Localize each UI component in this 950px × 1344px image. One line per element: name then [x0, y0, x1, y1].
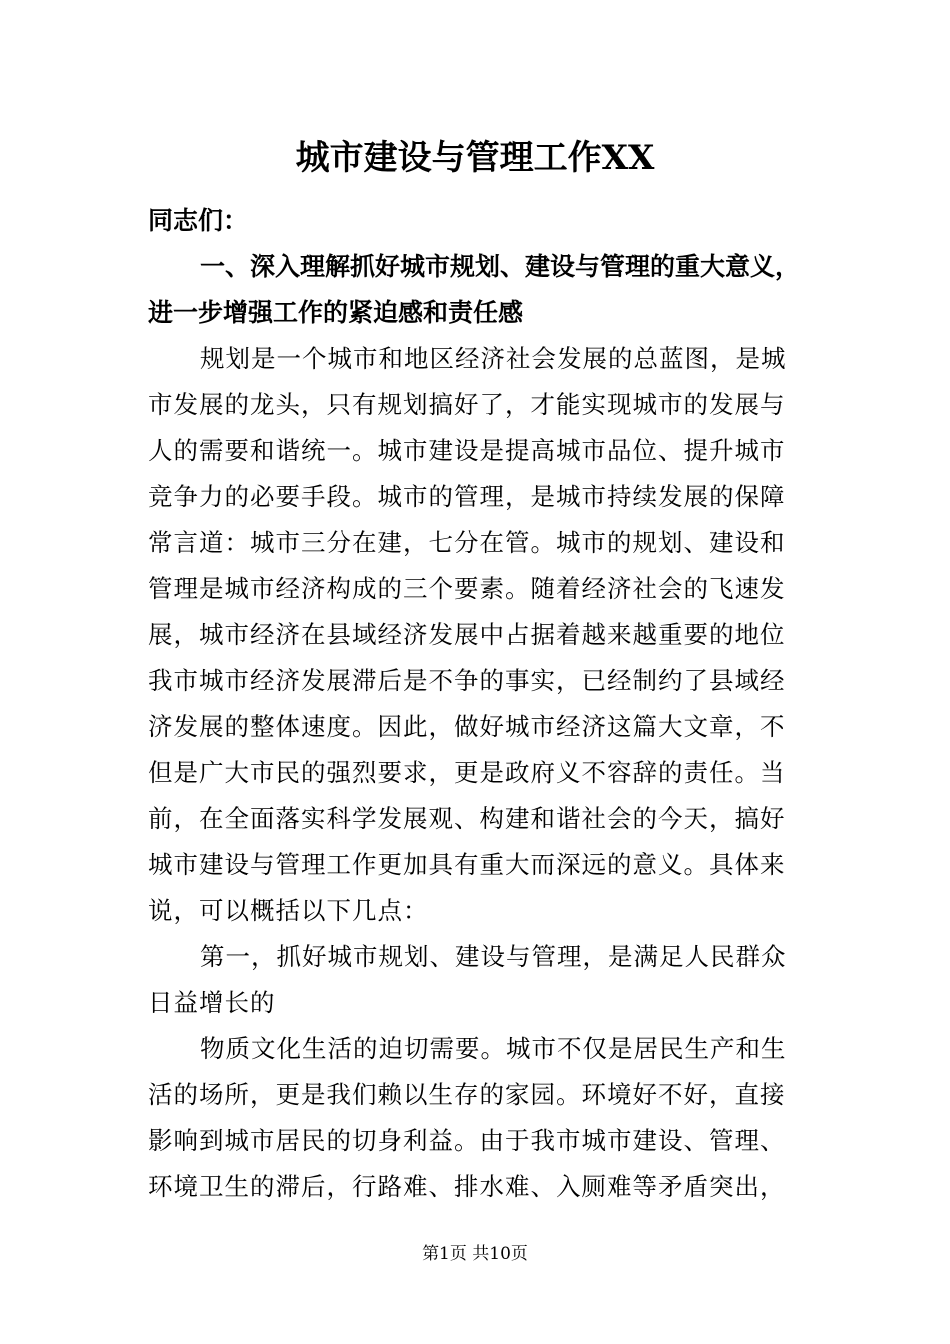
paragraph-line: 管理是城市经济构成的三个要素。随着经济社会的飞速发: [148, 574, 786, 603]
paragraph-line: 物质文化生活的迫切需要。城市不仅是居民生产和生: [200, 1034, 787, 1063]
paragraph-line: 日益增长的: [148, 988, 276, 1017]
paragraph-line: 常言道：城市三分在建，七分在管。城市的规划、建设和: [148, 528, 786, 557]
page-number-footer: 第1页 共10页: [422, 1244, 528, 1264]
heading-line: 一、深入理解抓好城市规划、建设与管理的重大意义，: [200, 252, 801, 281]
section-heading: [148, 244, 812, 336]
paragraph-line: 展，城市经济在县域经济发展中占据着越来越重要的地位: [148, 620, 786, 649]
paragraph-line: 人的需要和谐统一。城市建设是提高城市品位、提升城市: [148, 436, 786, 465]
paragraph-line: 城市建设与管理工作更加具有重大而深远的意义。具体来: [148, 850, 786, 879]
paragraph-3: [148, 1026, 812, 1210]
paragraph-line: 环境卫生的滞后，行路难、排水难、入厕难等矛盾突出，: [148, 1172, 786, 1201]
document-title: 城市建设与管理工作XX: [295, 138, 655, 178]
paragraph-line: 但是广大市民的强烈要求，更是政府义不容辞的责任。当: [148, 758, 786, 787]
greeting: 同志们：: [148, 206, 249, 235]
paragraph-line: 市发展的龙头，只有规划搞好了，才能实现城市的发展与: [148, 390, 786, 419]
paragraph-line: 影响到城市居民的切身利益。由于我市城市建设、管理、: [148, 1126, 786, 1155]
paragraph-line: 说，可以概括以下几点：: [148, 896, 429, 925]
paragraph-2: [148, 934, 812, 1026]
paragraph-line: 竞争力的必要手段。城市的管理，是城市持续发展的保障: [148, 482, 786, 511]
paragraph-line: 第一，抓好城市规划、建设与管理，是满足人民群众: [200, 942, 787, 971]
heading-line: 进一步增强工作的紧迫感和责任感: [148, 298, 524, 327]
paragraph-1: [148, 336, 812, 934]
paragraph-line: 规划是一个城市和地区经济社会发展的总蓝图，是城: [200, 344, 787, 373]
paragraph-line: 我市城市经济发展滞后是不争的事实，已经制约了县域经: [148, 666, 786, 695]
paragraph-line: 活的场所，更是我们赖以生存的家园。环境好不好，直接: [148, 1080, 786, 1109]
paragraph-line: 济发展的整体速度。因此，做好城市经济这篇大文章，不: [148, 712, 786, 741]
paragraph-line: 前，在全面落实科学发展观、构建和谐社会的今天，搞好: [148, 804, 786, 833]
